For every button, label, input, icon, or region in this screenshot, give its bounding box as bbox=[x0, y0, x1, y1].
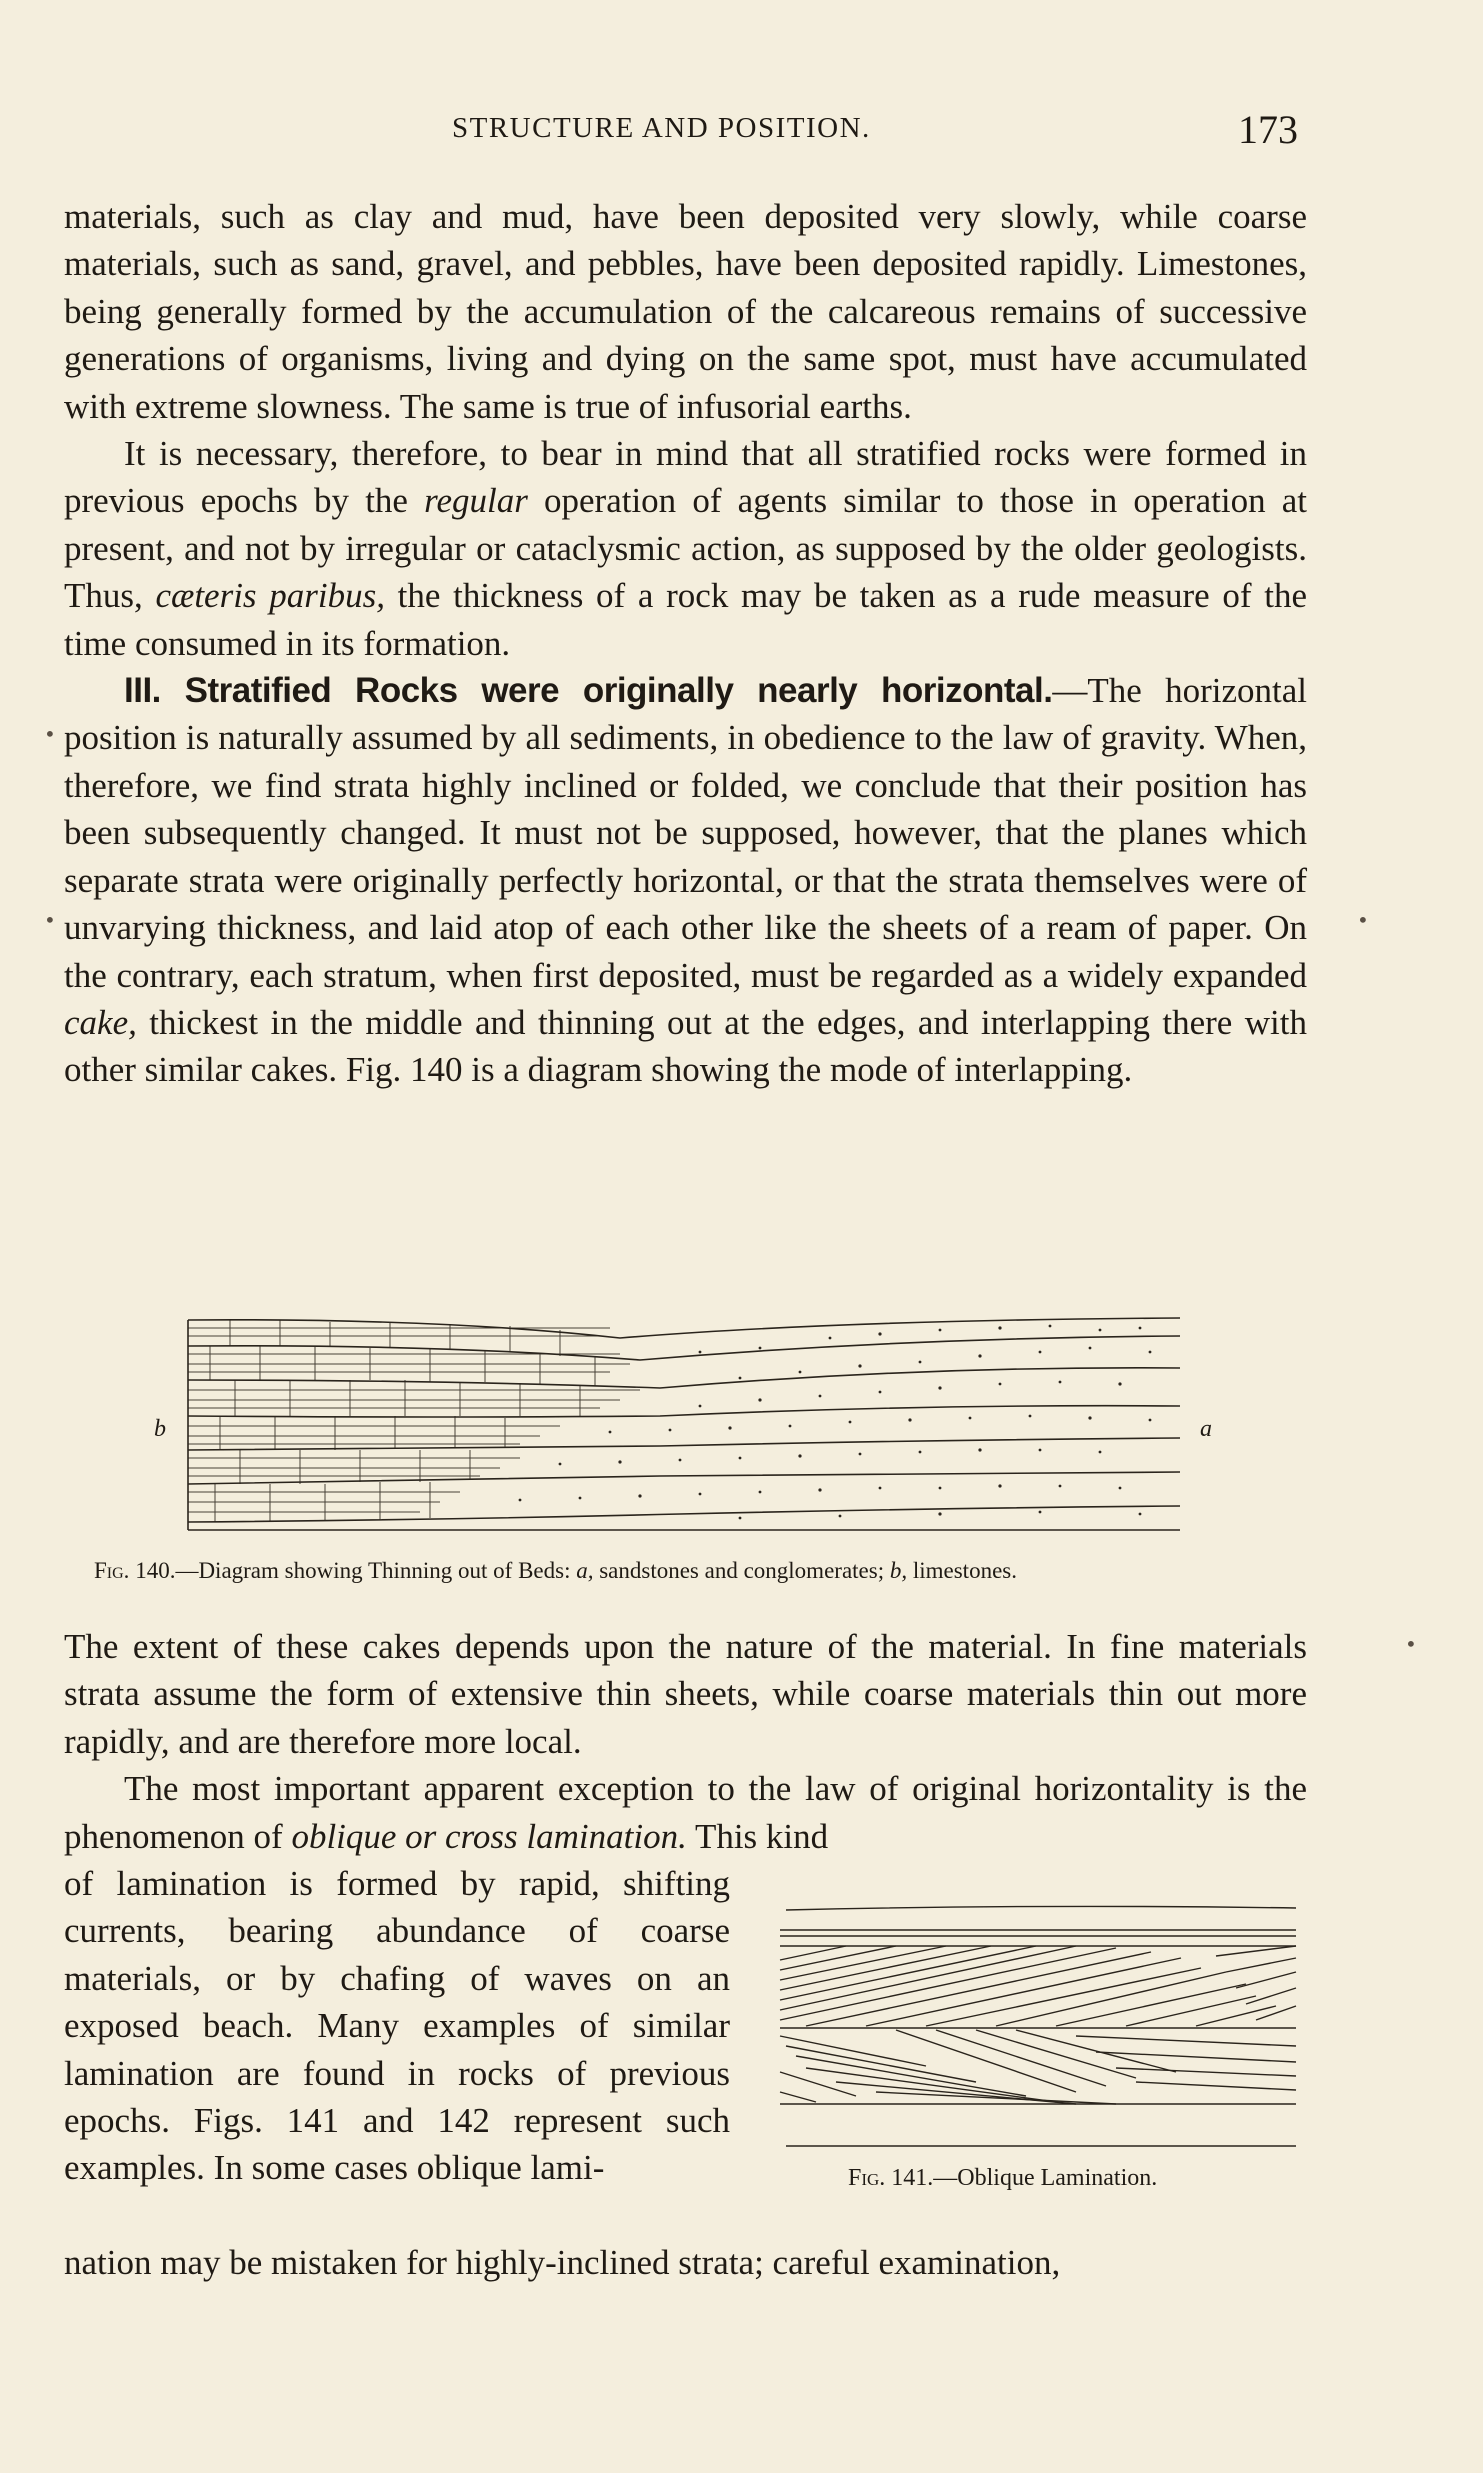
section-heading: III. Stratified Rocks were originally nearly horizontal. bbox=[124, 671, 1053, 711]
figure-140-thinning-beds bbox=[140, 1308, 1300, 1540]
margin-mark: • bbox=[44, 908, 56, 932]
margin-mark: • bbox=[1405, 1632, 1417, 1656]
paragraph-2: It is necessary, therefore, to bear in mind that all stratified rocks were formed in previous epochs by the regular operation of agents similar to those in operation at present, and not by irregular or cataclysmic action, as supposed by the older geologists. Thus, cæteris paribus, the thickness of a rock may be taken as a rude measure of the time consumed in its formation. bbox=[64, 434, 1308, 663]
fig141-caption: Fig. 141.—Oblique Lamination. bbox=[848, 2165, 1158, 2191]
paragraph-5-wrapped: of lamination is formed by rapid, shifting currents, bearing abundance of coarse materials, or by chafing of waves on an exposed beach. Many examples of similar lamination are found in rocks of previous epochs. Figs. 141 and 142 represent such examples. In some cases oblique lami- bbox=[64, 1864, 730, 2188]
body-text-middle bbox=[64, 1623, 1307, 1860]
margin-mark: • bbox=[1357, 908, 1369, 932]
paragraph-5-last-line: nation may be mistaken for highly-inclined strata; careful examination, bbox=[64, 2243, 1061, 2282]
figure-141-oblique-lamination bbox=[776, 1896, 1302, 2152]
paragraph-1: materials, such as clay and mud, have been deposited very slowly, while coarse materials, such as sand, gravel, and pebbles, have been deposited rapidly. Limestones, being generally formed by the accumulation of the calcareous remains of successive generations of organisms, living and dying on the same spot, must have accumulated with extreme slowness. The same is true of infusorial earths. bbox=[64, 197, 1307, 426]
margin-mark: • bbox=[44, 722, 56, 746]
fig140-label-b: b bbox=[154, 1416, 166, 1442]
running-title: STRUCTURE AND POSITION. bbox=[452, 112, 871, 144]
paragraph-4: The extent of these cakes depends upon the nature of the material. In fine materials strata assume the form of extensive thin sheets, while coarse materials thin out more rapidly, and are therefore more local. bbox=[64, 1627, 1307, 1761]
paragraph-3: III. Stratified Rocks were originally nearly horizontal.—The horizontal position is naturally assumed by all sediments, in obedience to the law of gravity. When, therefore, we find strata highly inclined or folded, we conclude that their position has been subsequently changed. It must not be supposed, however, that the planes which separate strata were originally perfectly horizontal, or that the strata themselves were of unvarying thickness, and laid atop of each other like the sheets of a ream of paper. On the contrary, each stratum, when first deposited, must be regarded as a widely expanded cake, thickest in the middle and thinning out at the edges, and interlapping there with other similar cakes. Fig. 140 is a diagram showing the mode of interlapping. bbox=[64, 671, 1307, 1090]
page-number: 173 bbox=[1238, 107, 1298, 152]
fig140-label-a: a bbox=[1200, 1416, 1212, 1442]
paragraph-5-start: The most important apparent exception to the law of original horizontality is the phenomenon of oblique or cross lamination. This kind bbox=[64, 1769, 1307, 1856]
fig140-caption: Fig. 140.—Diagram showing Thinning out of Beds: a, sandstones and conglomerates; b, limestones. bbox=[94, 1558, 1017, 1583]
body-text-top bbox=[64, 193, 1307, 1094]
running-head bbox=[0, 108, 1483, 152]
